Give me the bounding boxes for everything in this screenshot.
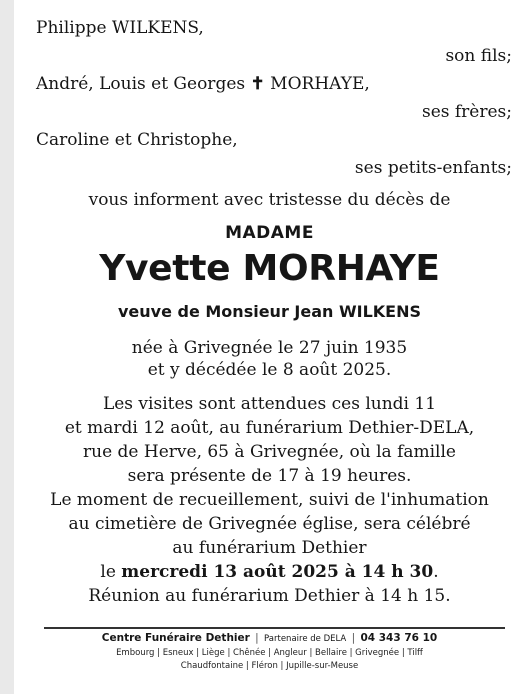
footer-company-line: Centre Funéraire Dethier | Partenaire de DELA | 04 343 76 10 xyxy=(101,632,438,644)
ceremony-suffix: . xyxy=(433,562,439,582)
son-role: son fils; xyxy=(445,46,512,66)
brothers-role: ses frères; xyxy=(421,102,512,122)
visits-line: Les visites sont attendues ces lundi 11 xyxy=(102,394,437,414)
ceremony-line xyxy=(14,562,525,582)
partner-text: Partenaire de DELA xyxy=(264,634,347,644)
son-names: Philippe WILKENS, xyxy=(36,18,204,38)
widow-of: veuve de Monsieur Jean WILKENS xyxy=(117,302,421,321)
announcement-intro: vous informent avec tristesse du décès de xyxy=(88,190,451,210)
company-name: Centre Funéraire Dethier xyxy=(101,632,250,644)
brothers-names: André, Louis et Georges xyxy=(36,74,246,94)
ceremony-date: mercredi 13 août 2025 à 14 h 30 xyxy=(121,562,434,582)
visits-line: sera présente de 17 à 19 heures. xyxy=(127,466,412,486)
ceremony-prefix: le xyxy=(100,562,116,582)
birth-info: née à Grivegnée le 27 juin 1935 xyxy=(131,338,408,358)
visits-line: au cimetière de Grivegnée église, sera célébré xyxy=(68,514,471,534)
visits-line: et mardi 12 août, au funérarium Dethier-DELA, xyxy=(64,418,475,438)
obituary-page xyxy=(14,0,525,694)
phone-number: 04 343 76 10 xyxy=(360,632,438,644)
footer-locations-2: Chaudfontaine | Fléron | Jupille-sur-Meuse xyxy=(180,661,359,671)
grandchildren-names: Caroline et Christophe, xyxy=(36,130,238,150)
footer-divider xyxy=(44,627,505,629)
brothers-line xyxy=(36,74,370,94)
brothers-surname: MORHAYE, xyxy=(270,74,370,94)
visits-line: rue de Herve, 65 à Grivegnée, où la famille xyxy=(83,442,456,462)
visits-line: Le moment de recueillement, suivi de l'inhumation xyxy=(50,490,489,510)
death-info: et y décédée le 8 août 2025. xyxy=(147,360,392,380)
deceased-name: Yvette MORHAYE xyxy=(99,248,440,289)
footer-locations-1: Embourg | Esneux | Liège | Chênée | Angleur | Bellaire | Grivegnée | Tilff xyxy=(116,648,423,658)
cross-icon: ✝ xyxy=(250,74,265,94)
deceased-title: MADAME xyxy=(225,223,314,243)
meeting-info: Réunion au funérarium Dethier à 14 h 15. xyxy=(88,586,451,606)
grandchildren-role: ses petits-enfants; xyxy=(354,158,512,178)
visits-line: au funérarium Dethier xyxy=(172,538,367,558)
